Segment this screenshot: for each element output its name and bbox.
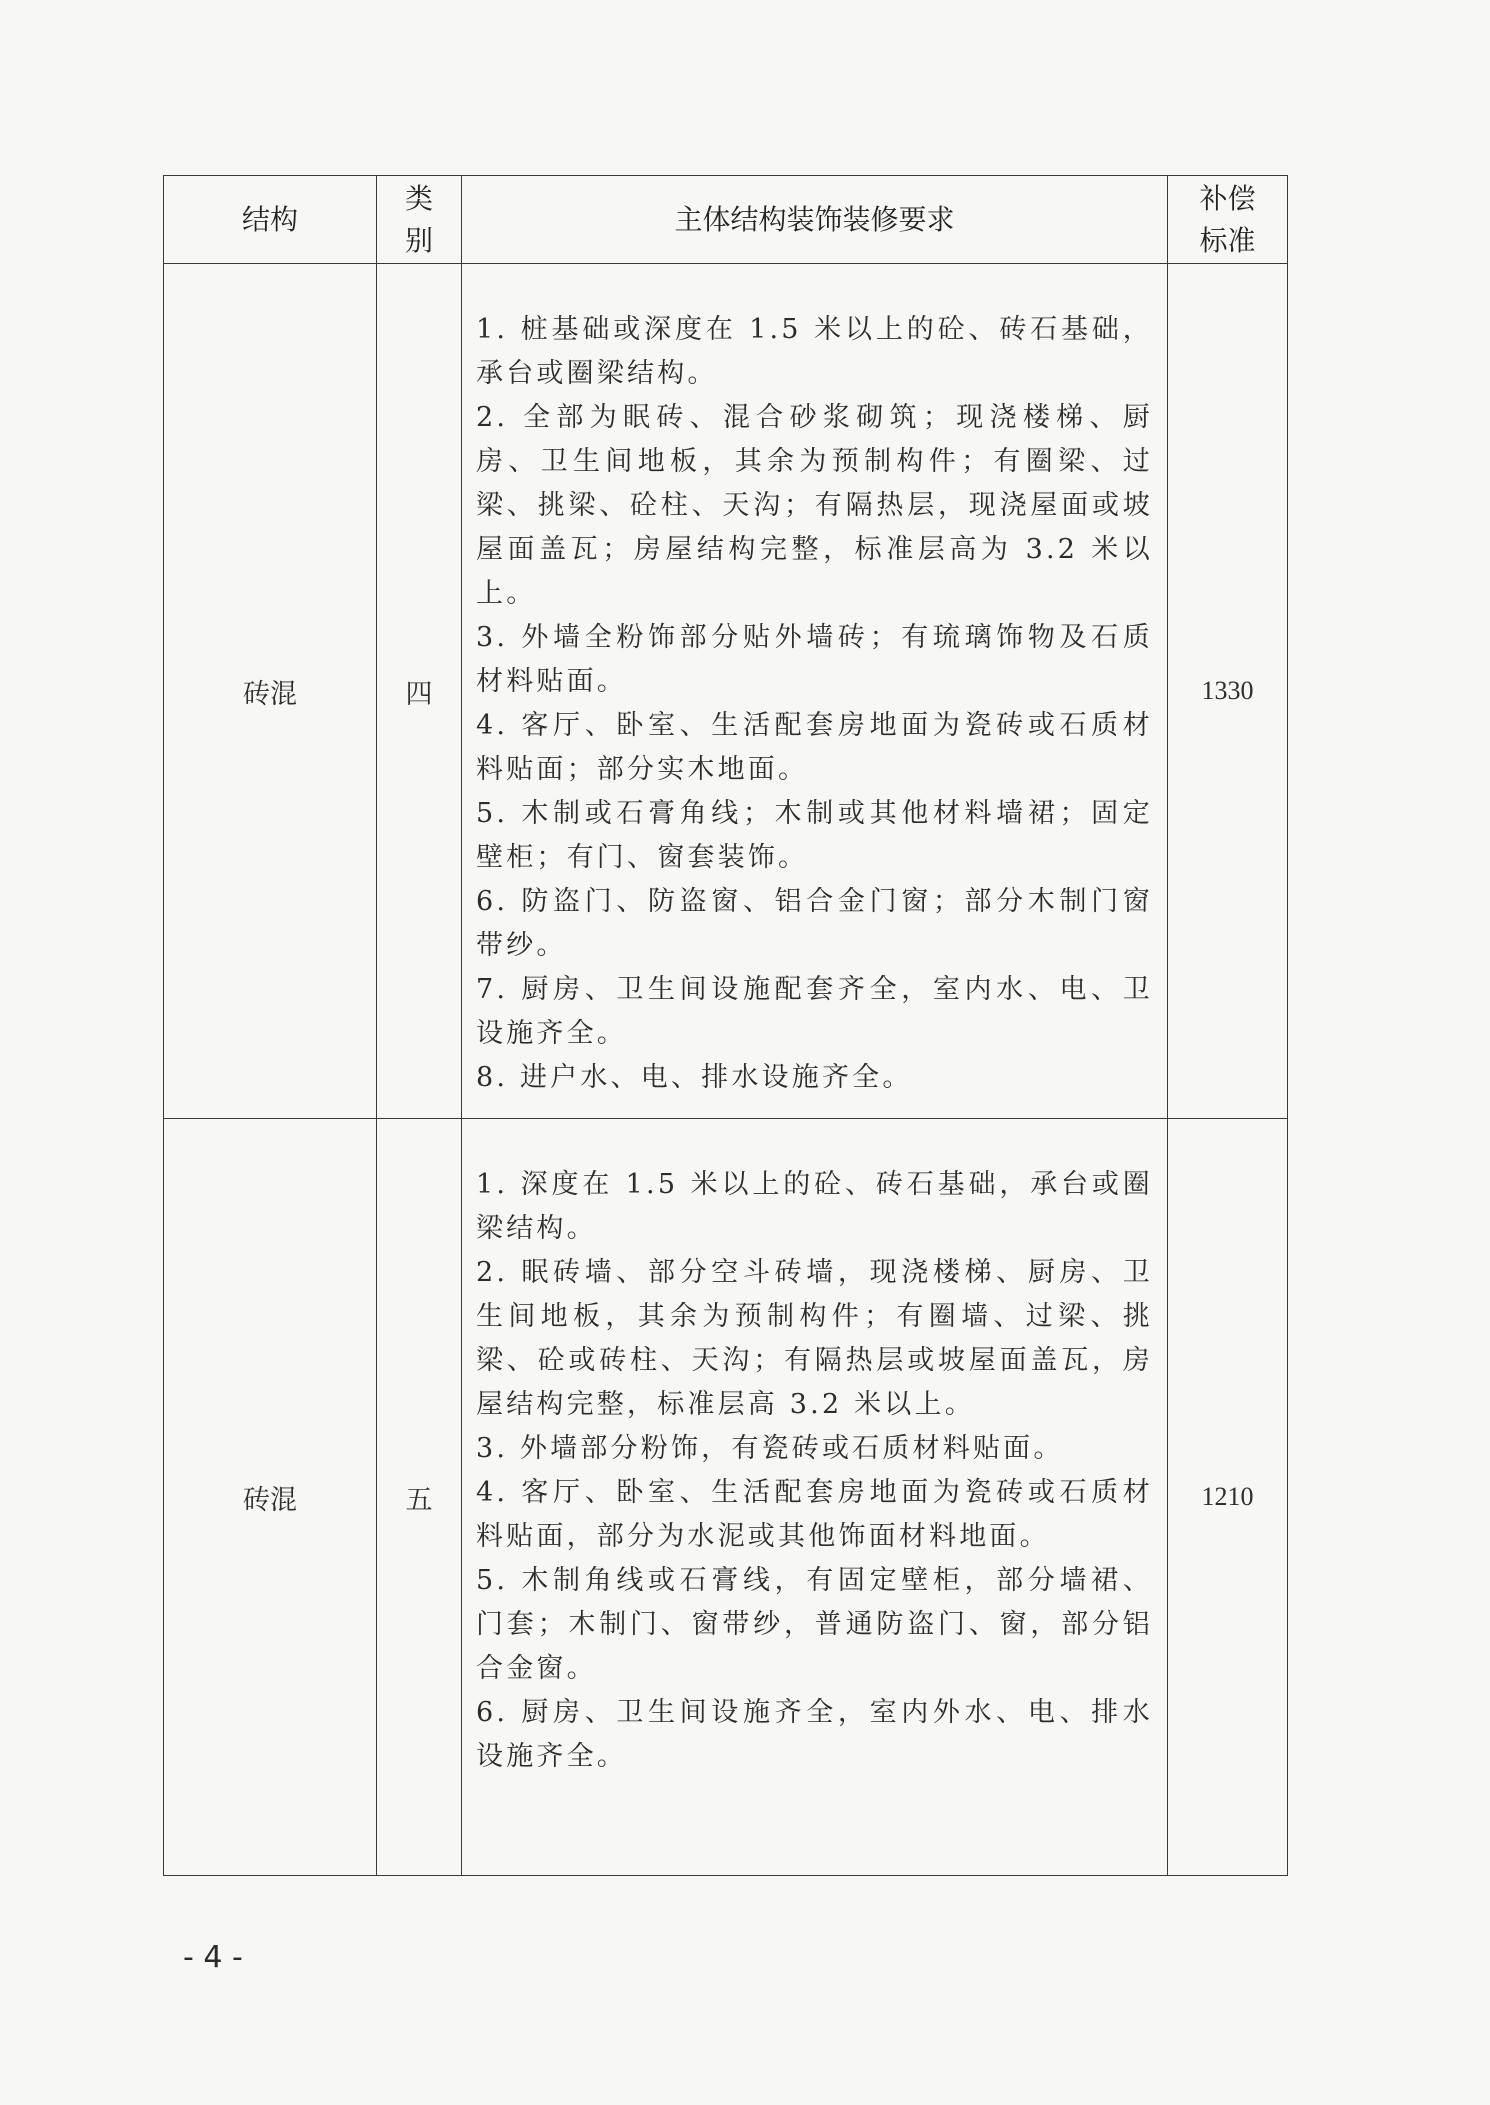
requirement-item: 4. 客厅、卧室、生活配套房地面为瓷砖或石质材料贴面，部分为水泥或其他饰面材料地面。: [476, 1477, 1153, 1552]
header-category-line2: 别: [404, 223, 433, 257]
requirement-item: 6. 防盗门、防盗窗、铝合金门窗；部分木制门窗带纱。: [476, 886, 1153, 961]
requirements-list: [476, 1163, 1153, 1779]
requirement-item: 6. 厨房、卫生间设施齐全，室内外水、电、排水设施齐全。: [476, 1697, 1153, 1772]
requirement-item: 4. 客厅、卧室、生活配套房地面为瓷砖或石质材料贴面；部分实木地面。: [476, 710, 1153, 785]
category-cell: 五: [377, 1119, 462, 1876]
table-row: [164, 264, 1288, 1119]
header-compensation-line2: 标准: [1199, 223, 1256, 257]
requirements-cell: [462, 1119, 1168, 1876]
requirements-cell: [462, 264, 1168, 1119]
requirement-item: 5. 木制角线或石膏线，有固定壁柜，部分墙裙、门套；木制门、窗带纱，普通防盗门、窗，部分铝合金窗。: [476, 1565, 1153, 1684]
header-requirements: 主体结构装饰装修要求: [462, 176, 1168, 264]
page-number: - 4 -: [183, 1940, 243, 1975]
compensation-cell: 1330: [1168, 264, 1288, 1119]
requirement-item: 1. 桩基础或深度在 1.5 米以上的砼、砖石基础，承台或圈梁结构。: [476, 314, 1153, 389]
category-cell: 四: [377, 264, 462, 1119]
requirement-item: 2. 全部为眠砖、混合砂浆砌筑；现浇楼梯、厨房、卫生间地板，其余为预制构件；有圈梁、过梁、挑梁、砼柱、天沟；有隔热层，现浇屋面或坡屋面盖瓦；房屋结构完整，标准层高为 3.2 米以上。: [476, 402, 1153, 609]
header-category: [377, 176, 462, 264]
requirements-list: [476, 308, 1153, 1100]
structure-cell: 砖混: [164, 1119, 377, 1876]
requirement-item: 2. 眠砖墙、部分空斗砖墙，现浇楼梯、厨房、卫生间地板，其余为预制构件；有圈墙、过梁、挑梁、砼或砖柱、天沟；有隔热层或坡屋面盖瓦，房屋结构完整，标准层高 3.2 米以上。: [476, 1257, 1153, 1420]
header-compensation-line1: 补偿: [1199, 181, 1256, 215]
requirement-item: 5. 木制或石膏角线；木制或其他材料墙裙；固定壁柜；有门、窗套装饰。: [476, 798, 1153, 873]
header-compensation: [1168, 176, 1288, 264]
requirement-item: 7. 厨房、卫生间设施配套齐全，室内水、电、卫设施齐全。: [476, 974, 1153, 1049]
requirement-item: 1. 深度在 1.5 米以上的砼、砖石基础，承台或圈梁结构。: [476, 1169, 1153, 1244]
header-structure: 结构: [164, 176, 377, 264]
requirement-item: 3. 外墙部分粉饰，有瓷砖或石质材料贴面。: [476, 1433, 1064, 1464]
requirement-item: 3. 外墙全粉饰部分贴外墙砖；有琉璃饰物及石质材料贴面。: [476, 622, 1153, 697]
header-category-line1: 类: [404, 181, 433, 215]
compensation-cell: 1210: [1168, 1119, 1288, 1876]
table-row: [164, 1119, 1288, 1876]
structure-cell: 砖混: [164, 264, 377, 1119]
compensation-standards-table: [163, 175, 1288, 1876]
requirement-item: 8. 进户水、电、排水设施齐全。: [476, 1062, 913, 1093]
table-header-row: [164, 176, 1288, 264]
